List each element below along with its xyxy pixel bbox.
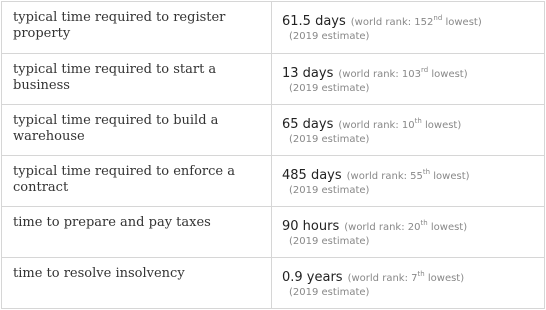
table-row [2, 206, 544, 257]
world-rank: (world rank: 55th lowest) [346, 168, 470, 182]
row-value: 485 days [282, 168, 342, 183]
row-value-cell [272, 258, 544, 308]
world-rank: (world rank: 7th lowest) [347, 270, 465, 284]
row-label: typical time required to start a business [2, 54, 272, 104]
row-value: 0.9 years [282, 270, 343, 285]
row-value: 65 days [282, 117, 334, 132]
row-value-cell [272, 156, 544, 206]
row-value-cell [272, 207, 544, 257]
table-row [2, 155, 544, 206]
estimate-note: (2019 estimate) [289, 236, 370, 247]
rank-ordinal-suffix: th [417, 270, 425, 278]
estimate-note: (2019 estimate) [289, 185, 370, 196]
estimate-note: (2019 estimate) [289, 83, 370, 94]
rank-ordinal-suffix: rd [420, 66, 429, 74]
estimate-note: (2019 estimate) [289, 287, 370, 298]
row-value-cell [272, 54, 544, 104]
rank-ordinal-suffix: nd [433, 14, 443, 22]
data-table [1, 1, 545, 309]
estimate-note: (2019 estimate) [289, 31, 370, 42]
row-value: 61.5 days [282, 14, 346, 29]
row-label: typical time required to enforce a contract [2, 156, 272, 206]
rank-ordinal-suffix: th [422, 168, 431, 176]
world-rank: (world rank: 152nd lowest) [350, 14, 482, 28]
world-rank: (world rank: 10th lowest) [338, 117, 462, 131]
rank-ordinal-suffix: th [414, 117, 422, 125]
row-label: time to resolve insolvency [2, 258, 272, 308]
rank-ordinal-suffix: th [420, 219, 428, 227]
row-value: 90 hours [282, 219, 340, 234]
world-rank: (world rank: 20th lowest) [344, 219, 468, 233]
table-row [2, 104, 544, 155]
table-row [2, 2, 544, 53]
row-label: typical time required to register property [2, 2, 272, 53]
row-value-cell [272, 105, 544, 155]
world-rank: (world rank: 103rd lowest) [338, 66, 468, 80]
row-value: 13 days [282, 66, 334, 81]
table-row [2, 53, 544, 104]
table-row [2, 257, 544, 308]
row-label: typical time required to build a warehouse [2, 105, 272, 155]
row-label: time to prepare and pay taxes [2, 207, 272, 257]
row-value-cell [272, 2, 544, 53]
estimate-note: (2019 estimate) [289, 134, 370, 145]
